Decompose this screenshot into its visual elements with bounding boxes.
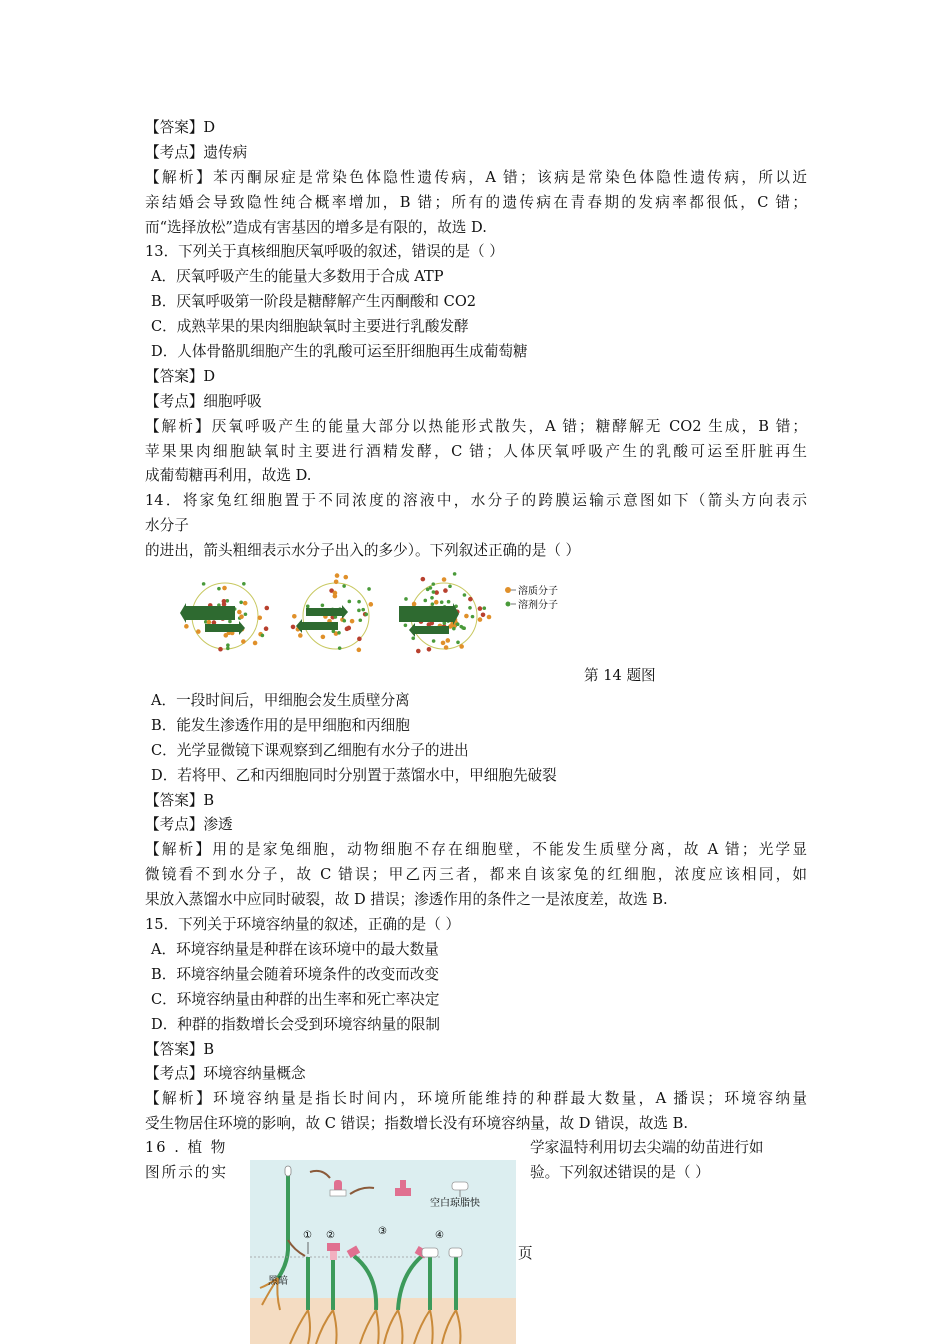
document-body: [145, 116, 807, 1137]
molecule-dot: [447, 600, 451, 604]
molecule-dot: [264, 626, 269, 631]
molecule-dot: [357, 600, 361, 604]
molecule-dot: [345, 627, 350, 632]
molecule-dot: [202, 582, 206, 586]
molecule-dot: [478, 606, 483, 611]
molecule-dot: [335, 573, 340, 578]
text-line: 【解析】环境容纳量是指长时间内，环境所能维持的种群最大数量，A 播误；环境容纳量: [145, 1090, 807, 1108]
molecule-dot: [243, 601, 248, 606]
molecule-dot: [218, 647, 223, 652]
text-line: 果放入蒸馏水中应同时破裂，故 D 措误；渗透作用的条件之一是浓度差，故选 B.: [145, 891, 668, 909]
text-line: 【解析】用的是家兔细胞，动物细胞不存在细胞壁，不能发生质壁分离，故 A 错；光学显: [145, 841, 807, 859]
molecule-dot: [358, 618, 362, 622]
molecule-dot: [432, 639, 436, 643]
molecule-dot: [444, 645, 449, 650]
molecule-dot: [298, 633, 303, 638]
molecule-dot: [461, 626, 465, 630]
label-dark: 黑暗: [268, 1276, 288, 1287]
question-16: [145, 1136, 807, 1344]
text-line: 【答案】B: [145, 1040, 215, 1058]
text-line: 【考点】环境容纳量概念: [145, 1065, 306, 1083]
text-line: A．一段时间后，甲细胞会发生质壁分离: [151, 692, 410, 710]
text-line: 【解析】厌氧呼吸产生的能量大部分以热能形式散失，A 错；糖酵解无 CO2 生成，B 错；: [145, 417, 807, 435]
text-line: 亲结婚会导致隐性纯合概率增加，B 错；所有的遗传病在青春期的发病率都很低，C 错；: [145, 193, 807, 211]
molecule-dot: [264, 606, 269, 611]
molecule-dot: [306, 605, 310, 609]
text-line: C．环境容纳量由种群的出生率和死亡率决定: [151, 990, 440, 1008]
molecule-dot: [471, 615, 475, 619]
molecule-dot: [237, 610, 242, 615]
molecule-dot: [217, 587, 221, 591]
text-line: 【答案】D: [145, 119, 216, 136]
molecule-dot: [448, 584, 452, 588]
molecule-dot: [456, 641, 460, 645]
text-line: B．厌氧呼吸第一阶段是糖酵解产生丙酮酸和 CO2: [151, 293, 477, 311]
molecule-dot: [239, 614, 244, 619]
molecule-dot: [226, 643, 230, 647]
text-line: 水分子: [145, 517, 189, 535]
molecule-dot: [337, 631, 341, 635]
molecule-dot: [423, 599, 427, 603]
molecule-dot: [452, 627, 456, 631]
molecule-dot: [357, 609, 361, 613]
molecule-dot: [445, 638, 450, 643]
page-mark: 页: [518, 1245, 533, 1262]
text-line: 的进出，箭头粗细表示水分子出入的多少）。下列叙述正确的是（ ）: [145, 542, 581, 560]
figure-14: [145, 564, 807, 689]
molecule-dot: [443, 621, 447, 625]
molecule-dot: [342, 619, 346, 623]
molecule-dot: [257, 615, 262, 620]
molecule-dot: [369, 602, 374, 607]
text-line: 受生物居住环境的影响，故 C 错误；指数增长没有环境容纳量，故 D 错误，故选 B.: [145, 1115, 689, 1133]
molecule-dot: [334, 580, 339, 585]
molecule-dot: [416, 649, 421, 654]
molecule-dot: [443, 588, 448, 593]
molecule-dot: [241, 639, 246, 644]
molecule-dot: [292, 614, 297, 619]
text-line: 15．下列关于环境容纳量的叙述，正确的是（ ）: [145, 916, 461, 934]
text-line: 【考点】渗透: [145, 816, 233, 834]
text-line: 【答案】B: [145, 791, 215, 809]
molecule-dot: [431, 582, 435, 586]
text-line: 14．将家兔红细胞置于不同浓度的溶液中，水分子的跨膜运输示意图如下（箭头方向表示: [145, 492, 807, 510]
molecule-dot: [348, 600, 352, 604]
molecule-dot: [482, 606, 486, 610]
molecule-dot: [253, 641, 258, 646]
figure-14-caption: 第 14 题图: [584, 667, 656, 685]
molecule-dot: [404, 597, 408, 601]
molecule-dot: [427, 647, 432, 652]
molecule-dot: [426, 588, 430, 592]
legend-solvent-label: 溶剂分子: [518, 600, 558, 612]
molecule-dot: [440, 600, 444, 604]
q16-line2-right: 验。下列叙述错误的是（ ）: [530, 1164, 710, 1181]
text-line: 【考点】细胞呼吸: [145, 392, 262, 410]
text-line: 微镜看不到水分子，故 C 错误；甲乙丙三者，都来自该家兔的红细胞，浓度应该相同，如: [145, 866, 807, 884]
molecule-dot: [184, 624, 189, 629]
text-line: 成葡萄糖再利用，故选 D.: [145, 467, 312, 485]
molecule-dot: [478, 617, 483, 622]
molecule-dot: [196, 629, 201, 634]
molecule-dot: [291, 625, 296, 630]
went-experiment-figure: [250, 1160, 516, 1344]
molecule-dot: [411, 637, 415, 641]
legend-solute-label: 溶质分子: [518, 586, 558, 598]
molecule-dot: [459, 644, 464, 649]
label-blank-agar: 空白琼脂快: [430, 1198, 480, 1209]
q16-line1-left: 16 . 植 物: [145, 1139, 228, 1156]
water-flow-arrow: [205, 621, 245, 635]
text-line: B．环境容纳量会随着环境条件的改变而改变: [151, 965, 440, 983]
text-line: D．种群的指数增长会受到环境容纳量的限制: [151, 1015, 440, 1033]
marker-3: ③: [378, 1226, 387, 1237]
molecule-dot: [222, 599, 227, 604]
molecule-dot: [464, 614, 469, 619]
molecule-dot: [434, 600, 439, 605]
marker-4: ④: [435, 1230, 444, 1241]
text-block-q12-q14: [145, 116, 807, 564]
molecule-dot: [338, 646, 342, 650]
molecule-dot: [367, 587, 371, 591]
molecule-dot: [432, 590, 436, 594]
molecule-dot: [421, 577, 426, 582]
text-line: B．能发生渗透作用的是甲细胞和丙细胞: [151, 716, 410, 734]
text-line: C．光学显微镜下课观察到乙细胞有水分子的进出: [151, 741, 469, 759]
molecule-dot: [350, 619, 355, 624]
text-line: 【解析】苯丙酮尿症是常染色体隐性遗传病，A 错；该病是常染色体隐性遗传病，所以近: [145, 168, 807, 186]
marker-1: ①: [303, 1230, 312, 1241]
text-block-q14-q15: [145, 689, 807, 1137]
molecule-dot: [222, 586, 227, 591]
text-line: 13．下列关于真核细胞厌氧呼吸的叙述，错误的是（ ）: [145, 243, 504, 261]
molecule-dot: [333, 591, 338, 596]
molecule-dot: [468, 597, 473, 602]
molecule-dot: [239, 601, 243, 605]
water-flow-arrow: [399, 603, 459, 625]
molecule-dot: [244, 612, 248, 616]
molecule-dot: [430, 596, 434, 600]
text-line: C．成熟苹果的果肉细胞缺氧时主要进行乳酸发酵: [151, 318, 469, 336]
molecule-dot: [242, 582, 246, 586]
molecule-dot: [342, 584, 346, 588]
q16-line1-right: 学家温特利用切去尖端的幼苗进行如: [530, 1139, 764, 1156]
molecule-dot: [261, 634, 265, 638]
text-line: A．环境容纳量是种群在该环境中的最大数量: [151, 940, 439, 958]
molecule-dot: [321, 604, 325, 608]
text-line: A．厌氧呼吸产生的能量大多数用于合成 ATP: [151, 268, 444, 286]
molecule-dot: [357, 637, 362, 642]
molecule-dot: [207, 620, 212, 625]
molecule-dot: [441, 641, 446, 646]
molecule-dot: [364, 613, 368, 617]
text-line: 【答案】D: [145, 367, 216, 385]
molecule-dot: [321, 635, 326, 640]
marker-2: ②: [326, 1230, 335, 1241]
text-line: D．若将甲、乙和丙细胞同时分别置于蒸馏水中，甲细胞先破裂: [151, 766, 557, 784]
molecule-dot: [442, 577, 447, 582]
legend-solute-dot: [505, 587, 511, 593]
molecule-dot: [343, 575, 348, 580]
molecule-dot: [463, 593, 467, 597]
q16-line2-left: 图所示的实: [145, 1164, 228, 1181]
molecule-dot: [487, 615, 492, 620]
molecule-dot: [431, 602, 435, 606]
molecule-dot: [453, 572, 457, 576]
text-line: 【考点】遗传病: [145, 143, 248, 161]
osmosis-diagram: [178, 572, 578, 667]
molecule-dot: [361, 608, 365, 612]
text-line: 而“选择放松”造成有害基因的增多是有限的，故选 D.: [145, 218, 487, 236]
water-flow-arrow: [180, 603, 235, 623]
molecule-dot: [412, 602, 417, 607]
molecule-dot: [468, 606, 472, 610]
molecule-dot: [226, 647, 230, 651]
molecule-dot: [228, 620, 232, 624]
molecule-dot: [357, 648, 362, 653]
text-line: 苹果果肉细胞缺氧时主要进行酒精发酵，C 错；人体厌氧呼吸产生的乳酸可运至肝脏再生: [145, 442, 807, 460]
legend-solvent-dot: [506, 602, 511, 607]
molecule-dot: [404, 624, 408, 628]
text-line: D．人体骨骼肌细胞产生的乳酸可运至肝细胞再生成葡萄糖: [151, 343, 528, 361]
molecule-dot: [481, 613, 486, 618]
